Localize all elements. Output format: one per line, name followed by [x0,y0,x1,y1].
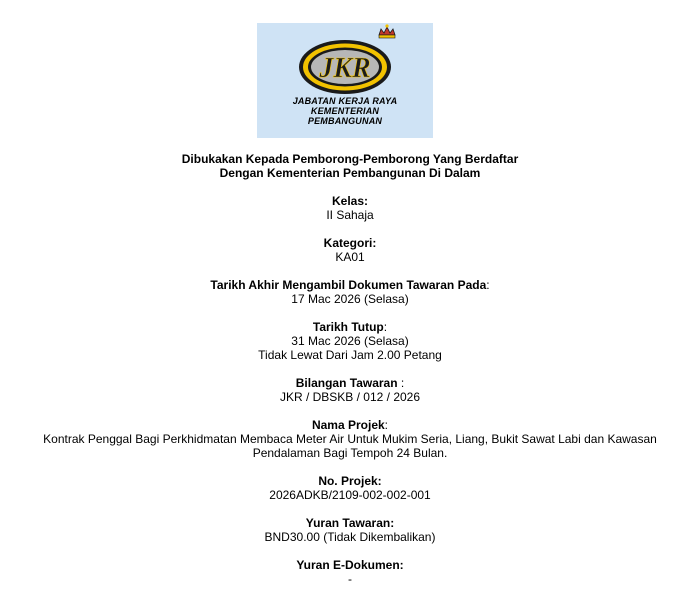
yuran-tawaran-section [0,516,700,544]
yuran-tawaran-label: Yuran Tawaran: [305,516,395,530]
tarikh-tutup-heading [0,320,700,334]
tarikh-tutup-section [0,320,700,362]
kategori-section [0,236,700,264]
no-projek-label: No. Projek: [318,474,382,488]
yuran-edokumen-label: Yuran E-Dokumen: [296,558,404,572]
intro-line1: Dibukakan Kepada Pemborong-Pemborong Yang Berdaftar [181,152,519,166]
tarikh-akhir-label: Tarikh Akhir Mengambil Dokumen Tawaran Pada [210,278,487,292]
yuran-edokumen-section [0,558,700,586]
kelas-label: Kelas: [331,194,369,208]
logo-text-line3: PEMBANGUNAN [307,116,383,126]
nama-projek-section [0,418,700,460]
bilangan-tawaran-section [0,376,700,404]
tarikh-tutup-label: Tarikh Tutup [312,320,384,334]
jkr-logo [257,23,433,138]
bilangan-tawaran-colon: : [397,376,405,390]
tarikh-akhir-colon: : [486,278,490,292]
tarikh-akhir-section [0,278,700,306]
tarikh-akhir-value: 17 Mac 2026 (Selasa) [291,292,409,306]
kelas-section [0,194,700,222]
nama-projek-value-line1: Kontrak Penggal Bagi Perkhidmatan Membaca Meter Air Untuk Mukim Seria, Liang, Bukit Sawat Labi dan Kawasan [43,432,657,446]
tender-notice [0,152,700,600]
bilangan-tawaran-label: Bilangan Tawaran [295,376,398,390]
logo-text-line2: KEMENTERIAN [310,106,380,116]
kelas-value: II Sahaja [326,208,374,222]
intro-line2: Dengan Kementerian Pembangunan Di Dalam [219,166,481,180]
yuran-edokumen-value: - [348,572,352,586]
tarikh-tutup-colon: : [383,320,388,334]
yuran-tawaran-value: BND30.00 (Tidak Dikembalikan) [264,530,436,544]
nama-projek-value-line2: Pendalaman Bagi Tempoh 24 Bulan. [252,446,448,460]
nama-projek-colon: : [384,418,389,432]
kategori-label: Kategori: [323,236,377,250]
tarikh-tutup-value: 31 Mac 2026 (Selasa) [291,334,409,348]
no-projek-section [0,474,700,502]
tarikh-akhir-heading [0,278,700,292]
kategori-value: KA01 [335,250,365,264]
bilangan-tawaran-value: JKR / DBSKB / 012 / 2026 [279,390,421,404]
nama-projek-heading [0,418,700,432]
tarikh-tutup-time: Tidak Lewat Dari Jam 2.00 Petang [258,348,442,362]
jkr-monogram: JKR [319,53,371,84]
nama-projek-label: Nama Projek [311,418,385,432]
intro-heading [0,152,700,180]
bilangan-tawaran-heading [0,376,700,390]
logo-text-line1: JABATAN KERJA RAYA [292,96,398,106]
no-projek-value: 2026ADKB/2109-002-002-001 [269,488,431,502]
